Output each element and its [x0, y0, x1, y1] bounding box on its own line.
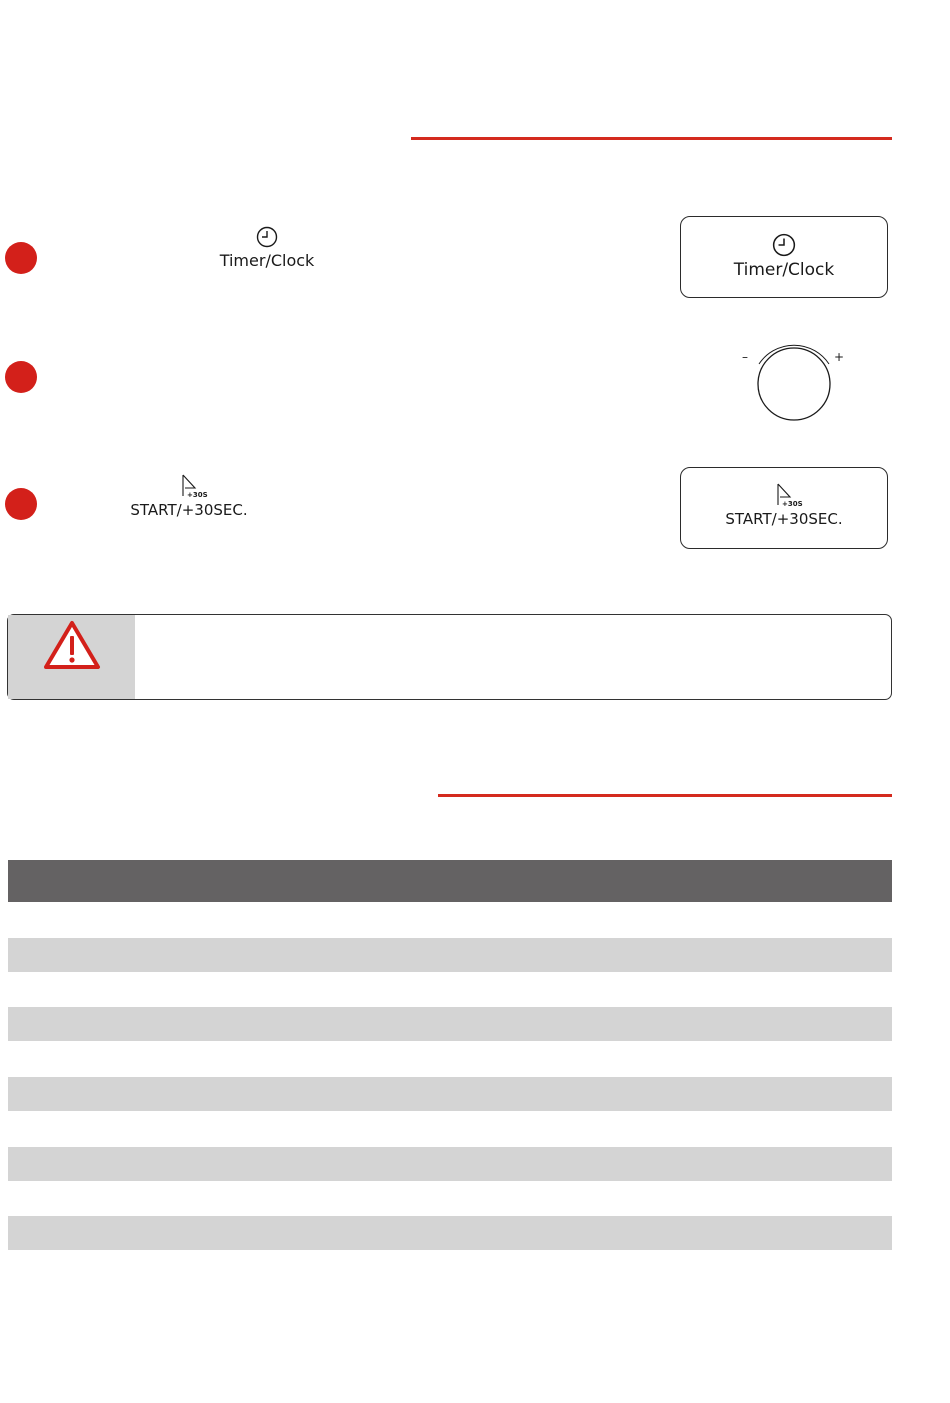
play-plus30s-icon [173, 474, 208, 499]
knob-dial [736, 334, 852, 426]
warning-triangle-icon [42, 619, 102, 671]
control-knob[interactable] [736, 334, 852, 426]
step-3-button-label: START/+30SEC. [130, 501, 248, 519]
step-1-instruction [205, 226, 329, 270]
section-rule-top [411, 137, 892, 140]
step-1-marker [5, 242, 37, 274]
step-2-marker [5, 361, 37, 393]
warning-icon-panel [8, 615, 135, 699]
step-3-instruction [115, 474, 263, 519]
plus30s-icon-text: +30S [782, 500, 803, 508]
knob-minus-label: – [742, 350, 748, 364]
warning-box [7, 614, 892, 700]
table-row [8, 938, 892, 972]
table-row [8, 1216, 892, 1250]
knob-plus-label: + [834, 350, 845, 364]
step-1-button-label: Timer/Clock [219, 251, 315, 270]
table-row [8, 1007, 892, 1041]
start-plus30sec-button[interactable] [680, 467, 888, 549]
clock-icon [256, 226, 278, 248]
table-header [8, 860, 892, 902]
play-plus30s-icon [768, 483, 803, 508]
start-plus30sec-button-label: START/+30SEC. [725, 510, 843, 528]
table-row [8, 1147, 892, 1181]
timer-clock-button[interactable] [680, 216, 888, 298]
timer-clock-button-label: Timer/Clock [733, 260, 835, 280]
table-row [8, 1077, 892, 1111]
clock-icon [772, 233, 796, 257]
plus30s-icon-text: +30S [187, 491, 208, 499]
step-3-marker [5, 488, 37, 520]
section-rule-bottom [438, 794, 892, 797]
